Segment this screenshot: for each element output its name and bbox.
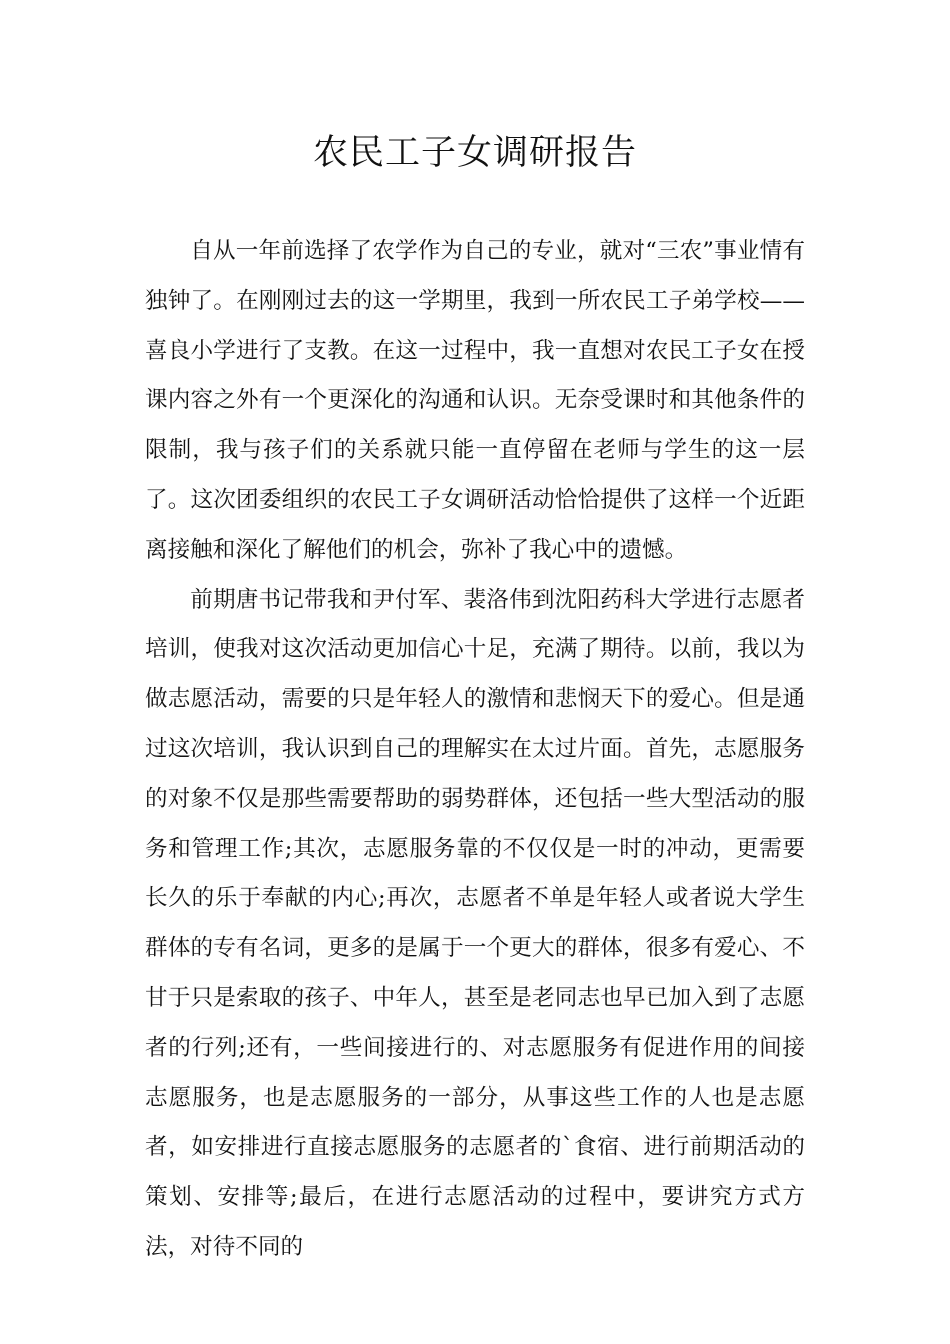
paragraph-1: 自从一年前选择了农学作为自己的专业，就对“三农”事业情有独钟了。在刚刚过去的这一学期里，我到一所农民工子弟学校——喜良小学进行了支教。在这一过程中，我一直想对农民工子女在授课内容之外有一个更深化的沟通和认识。无奈受课时和其他条件的限制，我与孩子们的关系就只能一直停留在老师与学生的这一层了。这次团委组织的农民工子女调研活动恰恰提供了这样一个近距离接触和深化了解他们的机会，弥补了我心中的遗憾。 <box>145 238 805 563</box>
document-body <box>145 227 805 1273</box>
paragraph-2: 前期唐书记带我和尹付军、裴洛伟到沈阳药科大学进行志愿者培训，使我对这次活动更加信心十足，充满了期待。以前，我以为做志愿活动，需要的只是年轻人的激情和悲悯天下的爱心。但是通过这次培训，我认识到自己的理解实在太过片面。首先，志愿服务的对象不仅是那些需要帮助的弱势群体，还包括一些大型活动的服务和管理工作;其次，志愿服务靠的不仅仅是一时的冲动，更需要长久的乐于奉献的内心;再次，志愿者不单是年轻人或者说大学生群体的专有名词，更多的是属于一个更大的群体，很多有爱心、不甘于只是索取的孩子、中年人，甚至是老同志也早已加入到了志愿者的行列;还有，一些间接进行的、对志愿服务有促进作用的间接志愿服务，也是志愿服务的一部分，从事这些工作的人也是志愿者，如安排进行直接志愿服务的志愿者的`食宿、进行前期活动的策划、安排等;最后，在进行志愿活动的过程中，要讲究方式方法，对待不同的 <box>145 586 805 1260</box>
document-title: 农民工子女调研报告 <box>312 133 637 173</box>
